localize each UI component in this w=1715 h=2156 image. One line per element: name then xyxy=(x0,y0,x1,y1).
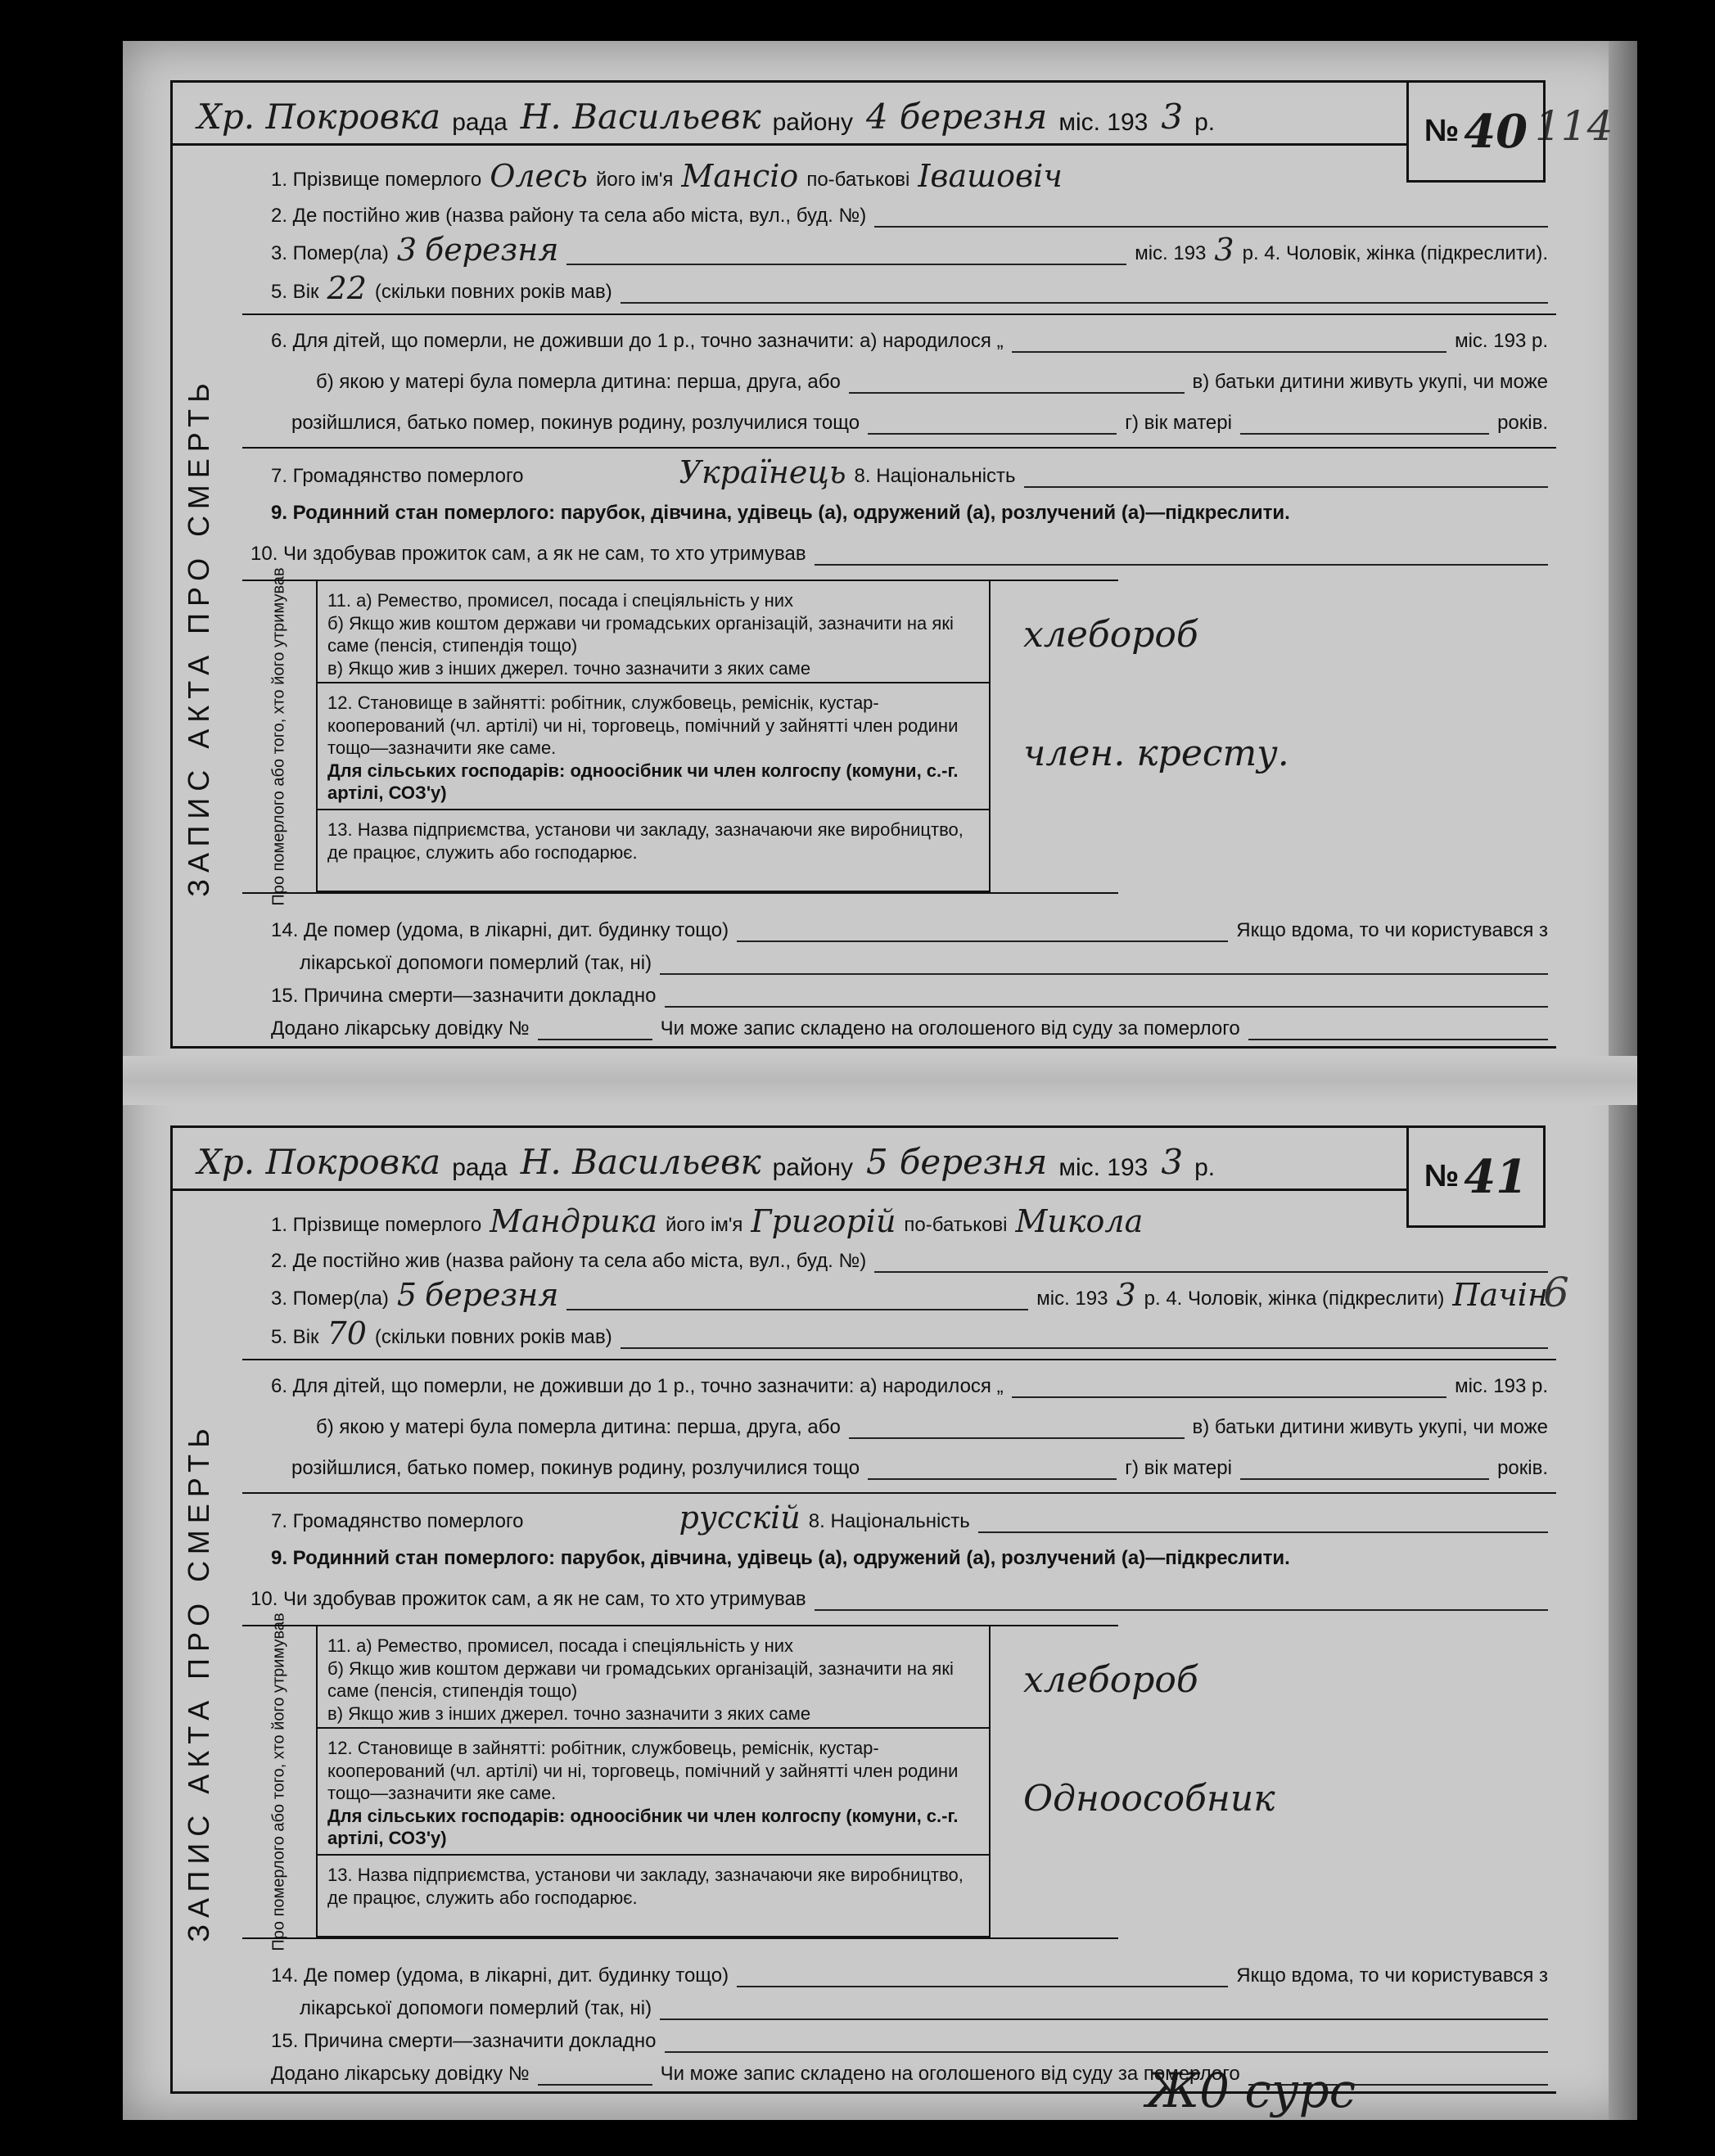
blank xyxy=(737,1986,1228,1987)
occupation: хлебороб xyxy=(1023,614,1198,656)
gender-note: Пачін xyxy=(1452,1277,1548,1313)
label: 10. Чи здобував прожиток сам, а як не сам, то хто утримував xyxy=(250,543,806,565)
blank xyxy=(874,226,1548,228)
vertical-title-text: ЗАПИС АКТА ПРО СМЕРТЬ xyxy=(182,1422,216,1942)
label: 9. Родинний стан померлого: парубок, дівчина, удівець (а), одружений (а), розлучений (а)—підкреслити. xyxy=(271,502,1290,524)
label: 1. Прізвище померлого xyxy=(271,1214,482,1236)
label: його ім'я xyxy=(596,169,674,191)
label: 6. Для дітей, що померли, не доживши до 1 р., точно зазначити: а) народилося „ xyxy=(271,1375,1004,1397)
label: в) батьки дитини живуть укупі, чи може xyxy=(1192,371,1548,393)
blank xyxy=(737,940,1228,942)
separator xyxy=(242,1492,1556,1494)
blank xyxy=(538,1039,652,1040)
blank xyxy=(621,302,1548,304)
citizenship: Українець xyxy=(679,454,846,490)
blank xyxy=(566,1309,1028,1310)
rada-label: рада xyxy=(452,109,508,136)
label: 2. Де постійно жив (назва району та села або міста, вул., буд. №) xyxy=(271,1250,867,1272)
month-label: міс. 193 xyxy=(1058,1154,1149,1181)
label: його ім'я xyxy=(666,1214,743,1236)
field-14 xyxy=(271,1964,1548,1987)
field-7 xyxy=(271,454,1548,490)
death-year: 3 xyxy=(1214,232,1234,268)
label: 9. Родинний стан померлого: парубок, дівчина, удівець (а), одружений (а), розлучений (а)—підкреслити. xyxy=(271,1547,1290,1569)
label: розійшлися, батько помер, покинув родину, розлучилися тощо xyxy=(291,1457,860,1479)
label: (скільки повних років мав) xyxy=(374,281,612,303)
citizenship: русскій xyxy=(679,1500,801,1536)
given-name: Григорій xyxy=(751,1203,896,1239)
label: 14. Де помер (удома, в лікарні, дит. будинку тощо) xyxy=(271,1964,729,1987)
blank xyxy=(815,1609,1548,1611)
label: років. xyxy=(1497,412,1549,434)
field-16 xyxy=(271,1017,1548,1040)
label: Додано лікарську довідку № xyxy=(271,2063,530,2085)
label: 1. Прізвище померлого xyxy=(271,169,482,191)
label: Чи може запис складено на оголошеного від суду за померлого xyxy=(660,2063,1240,2085)
field-11: 11. а) Ремество, промисел, посада і спеціяльність у них б) Якщо жив коштом держави чи громадських організацій, зазначити на які саме (пенсія, стипендія тощо) в) Якщо жив з інших джерел. точно зазначити з яких саме xyxy=(318,581,989,683)
label: 14. Де помер (удома, в лікарні, дит. будинку тощо) xyxy=(271,919,729,941)
label: 8. Національність xyxy=(808,1510,970,1532)
village: Хр. Покровка xyxy=(197,97,441,137)
blank xyxy=(1248,1039,1548,1040)
field-9 xyxy=(271,502,1548,525)
bottom-note: Ж0 сурс xyxy=(1146,2063,1356,2118)
employment-status: член. кресту. xyxy=(1023,733,1289,774)
side-label xyxy=(242,567,318,906)
month: березня xyxy=(899,1142,1048,1182)
year-label: р. xyxy=(1194,1154,1216,1181)
vertical-title xyxy=(166,1314,232,2050)
label: 5. Вік xyxy=(271,1326,319,1348)
field-3 xyxy=(271,1277,1548,1313)
given-name: Мансіо xyxy=(681,158,799,194)
record-number: 40 xyxy=(1464,104,1528,159)
field-6c xyxy=(291,1457,1548,1480)
field-5 xyxy=(271,1315,1548,1351)
label: 5. Вік xyxy=(271,281,319,303)
rada-value: Н. Васильевк xyxy=(520,97,761,137)
label: г) вік матері xyxy=(1125,1457,1232,1479)
label: 3. Помер(ла) xyxy=(271,242,389,264)
employment-status: Одноособник xyxy=(1023,1778,1275,1820)
label: 8. Національність xyxy=(854,465,1016,487)
field-10 xyxy=(250,1588,1548,1611)
label: 15. Причина смерти—зазначити докладно xyxy=(271,985,657,1007)
field-6a xyxy=(271,1375,1548,1398)
field-1 xyxy=(271,160,1548,192)
label: б) якою у матері була померла дитина: перша, друга, або xyxy=(316,371,841,393)
patronymic: Івашовіч xyxy=(918,158,1063,194)
blank xyxy=(849,1437,1185,1439)
death-year: 3 xyxy=(1116,1277,1136,1313)
field-15 xyxy=(271,2030,1548,2053)
label: Якщо вдома, то чи користувався з xyxy=(1236,919,1548,941)
side-label-text: Про померлого або того, хто його утримував xyxy=(270,567,289,906)
page-fold xyxy=(123,1056,1637,1105)
blank xyxy=(874,1271,1548,1273)
field-10 xyxy=(250,543,1548,566)
field-14c xyxy=(300,952,1548,975)
label: міс. 193 р. xyxy=(1455,1375,1548,1397)
label: Якщо вдома, то чи користувався з xyxy=(1236,1964,1548,1987)
surname: Олесь xyxy=(490,158,588,194)
field-9 xyxy=(271,1547,1548,1570)
label: Чи може запис складено на оголошеного від суду за померлого xyxy=(660,1017,1240,1040)
label: 12. Становище в зайнятті: робітник, службовець, реміснік, кустар-кооперований (чл. артілі) чи ні, торговець, помічний у зайнятті член родини тощо—зазначити яке саме. xyxy=(327,692,959,758)
blank xyxy=(868,1478,1117,1480)
label: 15. Причина смерти—зазначити докладно xyxy=(271,2030,657,2052)
blank xyxy=(849,392,1185,394)
village: Хр. Покровка xyxy=(197,1142,441,1182)
field-6a xyxy=(271,330,1548,353)
blank xyxy=(978,1531,1548,1533)
vertical-title-text: ЗАПИС АКТА ПРО СМЕРТЬ xyxy=(182,377,216,897)
death-month: березня xyxy=(425,1277,559,1313)
record-header xyxy=(170,80,1406,146)
field-7 xyxy=(271,1500,1548,1536)
number-label: № xyxy=(1424,114,1460,148)
record-number: 41 xyxy=(1464,1149,1528,1204)
occupation-table xyxy=(242,1612,1275,1951)
label: Для сільських господарів: одноосібник чи член колгоспу (комуни, с.-г. артілі, СОЗ'у) xyxy=(327,1805,959,1848)
label: 10. Чи здобував прожиток сам, а як не сам, то хто утримував xyxy=(250,1588,806,1610)
year-label: р. xyxy=(1194,109,1216,136)
field-11: 11. а) Ремество, промисел, посада і спеціяльність у них б) Якщо жив коштом держави чи громадських організацій, зазначити на які саме (пенсія, стипендія тощо) в) Якщо жив з інших джерел. точно зазначити з яких саме xyxy=(318,1626,989,1729)
side-note-mid: 6 xyxy=(1543,1269,1569,1316)
blank xyxy=(660,973,1548,975)
age: 22 xyxy=(327,270,367,306)
blank xyxy=(1012,1396,1447,1398)
day: 5 xyxy=(865,1142,888,1182)
blank xyxy=(538,2084,652,2086)
label: міс. 193 р. xyxy=(1455,330,1548,352)
label: р. 4. Чоловік, жінка (підкреслити) xyxy=(1144,1288,1445,1310)
day: 4 xyxy=(865,97,888,137)
vertical-title xyxy=(166,268,232,1005)
label: 3. Помер(ла) xyxy=(271,1288,389,1310)
blank xyxy=(1240,1478,1489,1480)
field-15 xyxy=(271,985,1548,1008)
surname: Мандрика xyxy=(490,1203,658,1239)
separator xyxy=(242,447,1556,449)
label: Для сільських господарів: одноосібник чи член колгоспу (комуни, с.-г. артілі, СОЗ'у) xyxy=(327,760,959,803)
patronymic: Микола xyxy=(1015,1203,1144,1239)
raion-label: району xyxy=(772,1154,853,1181)
death-record-2 xyxy=(170,1125,1554,2091)
month-label: міс. 193 xyxy=(1058,109,1149,136)
blank xyxy=(665,2051,1549,2053)
label: по-батькові xyxy=(904,1214,1008,1236)
label: лікарської допомоги померлий (так, ні) xyxy=(300,1997,652,2019)
label: 7. Громадянство померлого xyxy=(271,1510,524,1532)
blank xyxy=(1024,486,1548,488)
blank xyxy=(566,264,1126,265)
field-16 xyxy=(271,2063,1548,2086)
month: березня xyxy=(899,97,1048,137)
document-page xyxy=(123,41,1637,2120)
field-5 xyxy=(271,270,1548,306)
record-body xyxy=(170,146,1556,1049)
label: 12. Становище в зайнятті: робітник, службовець, реміснік, кустар-кооперований (чл. артілі) чи ні, торговець, помічний у зайнятті член родини тощо—зазначити яке саме. xyxy=(327,1738,959,1803)
field-6b xyxy=(316,371,1548,394)
field-12 xyxy=(318,683,989,810)
side-label-text: Про померлого або того, хто його утримував xyxy=(270,1612,289,1951)
age: 70 xyxy=(327,1315,367,1351)
field-13: 13. Назва підприємства, установи чи закладу, зазначаючи яке виробництво, де працює, служить або господарює. xyxy=(318,1856,989,1937)
label: 2. Де постійно жив (назва району та села або міста, вул., буд. №) xyxy=(271,205,867,227)
label: лікарської допомоги померлий (так, ні) xyxy=(300,952,652,974)
rada-value: Н. Васильевк xyxy=(520,1142,761,1182)
label: г) вік матері xyxy=(1125,412,1232,434)
label: міс. 193 xyxy=(1036,1288,1108,1310)
occupation-table xyxy=(242,567,1289,906)
field-14c xyxy=(300,1997,1548,2020)
label: б) якою у матері була померла дитина: перша, друга, або xyxy=(316,1416,841,1438)
label: в) батьки дитини живуть укупі, чи може xyxy=(1192,1416,1548,1438)
blank xyxy=(815,564,1548,566)
label: 7. Громадянство померлого xyxy=(271,465,524,487)
label: розійшлися, батько помер, покинув родину, розлучилися тощо xyxy=(291,412,860,434)
blank xyxy=(1240,433,1489,435)
death-day: 5 xyxy=(396,1277,417,1313)
number-label: № xyxy=(1424,1159,1460,1193)
label: років. xyxy=(1497,1457,1549,1479)
death-day: 3 xyxy=(396,232,417,268)
separator xyxy=(242,1359,1556,1360)
label: Додано лікарську довідку № xyxy=(271,1017,530,1040)
year-digit: 3 xyxy=(1161,97,1184,137)
answers-column xyxy=(989,581,1400,892)
death-month: березня xyxy=(425,232,559,268)
field-1 xyxy=(271,1203,1548,1239)
record-body xyxy=(170,1191,1556,2094)
rada-label: рада xyxy=(452,1154,508,1181)
side-note-top: 114 xyxy=(1535,102,1613,150)
label: 6. Для дітей, що померли, не доживши до 1 р., точно зазначити: а) народилося „ xyxy=(271,330,1004,352)
side-label xyxy=(242,1612,318,1951)
blank xyxy=(1012,351,1447,353)
record-header xyxy=(170,1125,1406,1191)
field-2 xyxy=(271,1250,1548,1273)
death-record-1 xyxy=(170,80,1554,1046)
label: по-батькові xyxy=(806,169,910,191)
field-6b xyxy=(316,1416,1548,1439)
label: міс. 193 xyxy=(1135,242,1207,264)
field-6c xyxy=(291,412,1548,435)
raion-label: району xyxy=(772,109,853,136)
blank xyxy=(868,433,1117,435)
blank xyxy=(1248,2084,1548,2086)
blank xyxy=(621,1347,1548,1349)
field-12 xyxy=(318,1729,989,1856)
field-14 xyxy=(271,919,1548,942)
separator xyxy=(242,313,1556,315)
field-2 xyxy=(271,205,1548,228)
occupation: хлебороб xyxy=(1023,1659,1198,1701)
label: (скільки повних років мав) xyxy=(374,1326,612,1348)
blank xyxy=(660,2018,1548,2020)
field-3 xyxy=(271,232,1548,268)
answers-column xyxy=(989,1626,1400,1937)
field-13: 13. Назва підприємства, установи чи закладу, зазначаючи яке виробництво, де працює, служить або господарює. xyxy=(318,810,989,892)
blank xyxy=(665,1006,1549,1008)
year-digit: 3 xyxy=(1161,1142,1184,1182)
label: р. 4. Чоловік, жінка (підкреслити). xyxy=(1242,242,1548,264)
